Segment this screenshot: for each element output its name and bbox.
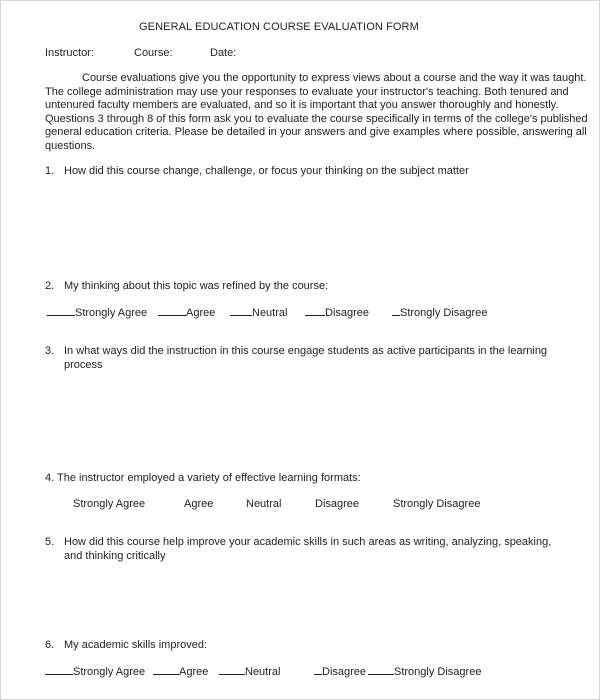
q2-option-disagree[interactable] (305, 305, 369, 319)
course-label: Course: (134, 47, 173, 59)
answer-blank[interactable] (392, 305, 400, 316)
question-2 (45, 280, 328, 294)
answer-blank[interactable] (368, 664, 394, 675)
question-1 (45, 165, 469, 179)
question-number: 6. (45, 639, 55, 651)
q6-option-disagree[interactable] (314, 664, 366, 678)
question-number: 3. (45, 345, 55, 357)
q6-option-strongly-disagree[interactable] (368, 664, 481, 678)
instructor-label: Instructor: (45, 47, 94, 59)
question-number: 4. (45, 472, 55, 484)
question-text: How did this course change, challenge, or focus your thinking on the subject matter (64, 165, 469, 177)
question-text: My thinking about this topic was refined by the course: (64, 280, 329, 292)
date-label: Date: (210, 47, 237, 59)
question-text: My academic skills improved: (64, 639, 208, 651)
option-label: Strongly Agree (73, 666, 146, 678)
answer-blank[interactable] (153, 664, 179, 675)
option-label: Strongly Disagree (394, 666, 482, 678)
option-label: Neutral (252, 307, 288, 319)
option-label: Strongly Agree (75, 307, 148, 319)
intro-text: Course evaluations give you the opportunity to express views about a course and the way it was taught. The college administration may use your responses to evaluate your instructor's teaching. Both tenured and untenured faculty members are evaluated, and so it is important that you answer thoroughly and honestly. Questions 3 through 8 of this form ask you to evaluate the course specifically in terms of the college's published general education criteria. Please be detailed in your answers and give examples where possible, answering all questions. (45, 72, 588, 152)
question-text: The instructor employed a variety of effective learning formats: (57, 472, 361, 484)
question-text-continued: and thinking critically (64, 549, 166, 562)
answer-blank[interactable] (230, 305, 252, 316)
q2-option-strongly-agree[interactable] (47, 305, 147, 319)
q2-option-agree[interactable] (158, 305, 215, 319)
answer-blank[interactable] (305, 305, 325, 316)
answer-blank[interactable] (314, 664, 322, 675)
question-3 (45, 345, 547, 372)
option-label: Disagree (322, 666, 367, 678)
q4-option-agree[interactable]: Agree (184, 498, 214, 510)
question-number: 1. (45, 165, 55, 177)
q6-option-agree[interactable] (153, 664, 208, 678)
question-text: How did this course help improve your academic skills in such areas as writing, analyzing, speaking, (64, 536, 552, 548)
question-5 (45, 536, 551, 563)
q6-option-neutral[interactable] (219, 664, 280, 678)
q4-option-strongly-disagree[interactable]: Strongly Disagree (393, 498, 481, 510)
answer-blank[interactable] (219, 664, 245, 675)
form-title: GENERAL EDUCATION COURSE EVALUATION FORM (139, 21, 419, 33)
answer-blank[interactable] (45, 664, 73, 675)
question-text: In what ways did the instruction in this course engage students as active participants in the learning (64, 345, 548, 357)
question-4 (45, 472, 361, 486)
question-6 (45, 639, 207, 653)
question-number: 2. (45, 280, 55, 292)
q4-option-disagree[interactable]: Disagree (315, 498, 360, 510)
intro-paragraph (45, 72, 600, 153)
q4-option-neutral[interactable]: Neutral (246, 498, 282, 510)
option-label: Strongly Disagree (400, 307, 488, 319)
answer-blank[interactable] (47, 305, 75, 316)
q4-option-strongly-agree[interactable]: Strongly Agree (73, 498, 146, 510)
q2-option-neutral[interactable] (230, 305, 287, 319)
option-label: Disagree (325, 307, 370, 319)
option-label: Agree (179, 666, 209, 678)
option-label: Agree (186, 307, 216, 319)
q6-option-strongly-agree[interactable] (45, 664, 145, 678)
question-text-continued: process (64, 358, 103, 371)
answer-blank[interactable] (158, 305, 186, 316)
q2-option-strongly-disagree[interactable] (392, 305, 487, 319)
question-number: 5. (45, 536, 55, 548)
option-label: Neutral (245, 666, 281, 678)
